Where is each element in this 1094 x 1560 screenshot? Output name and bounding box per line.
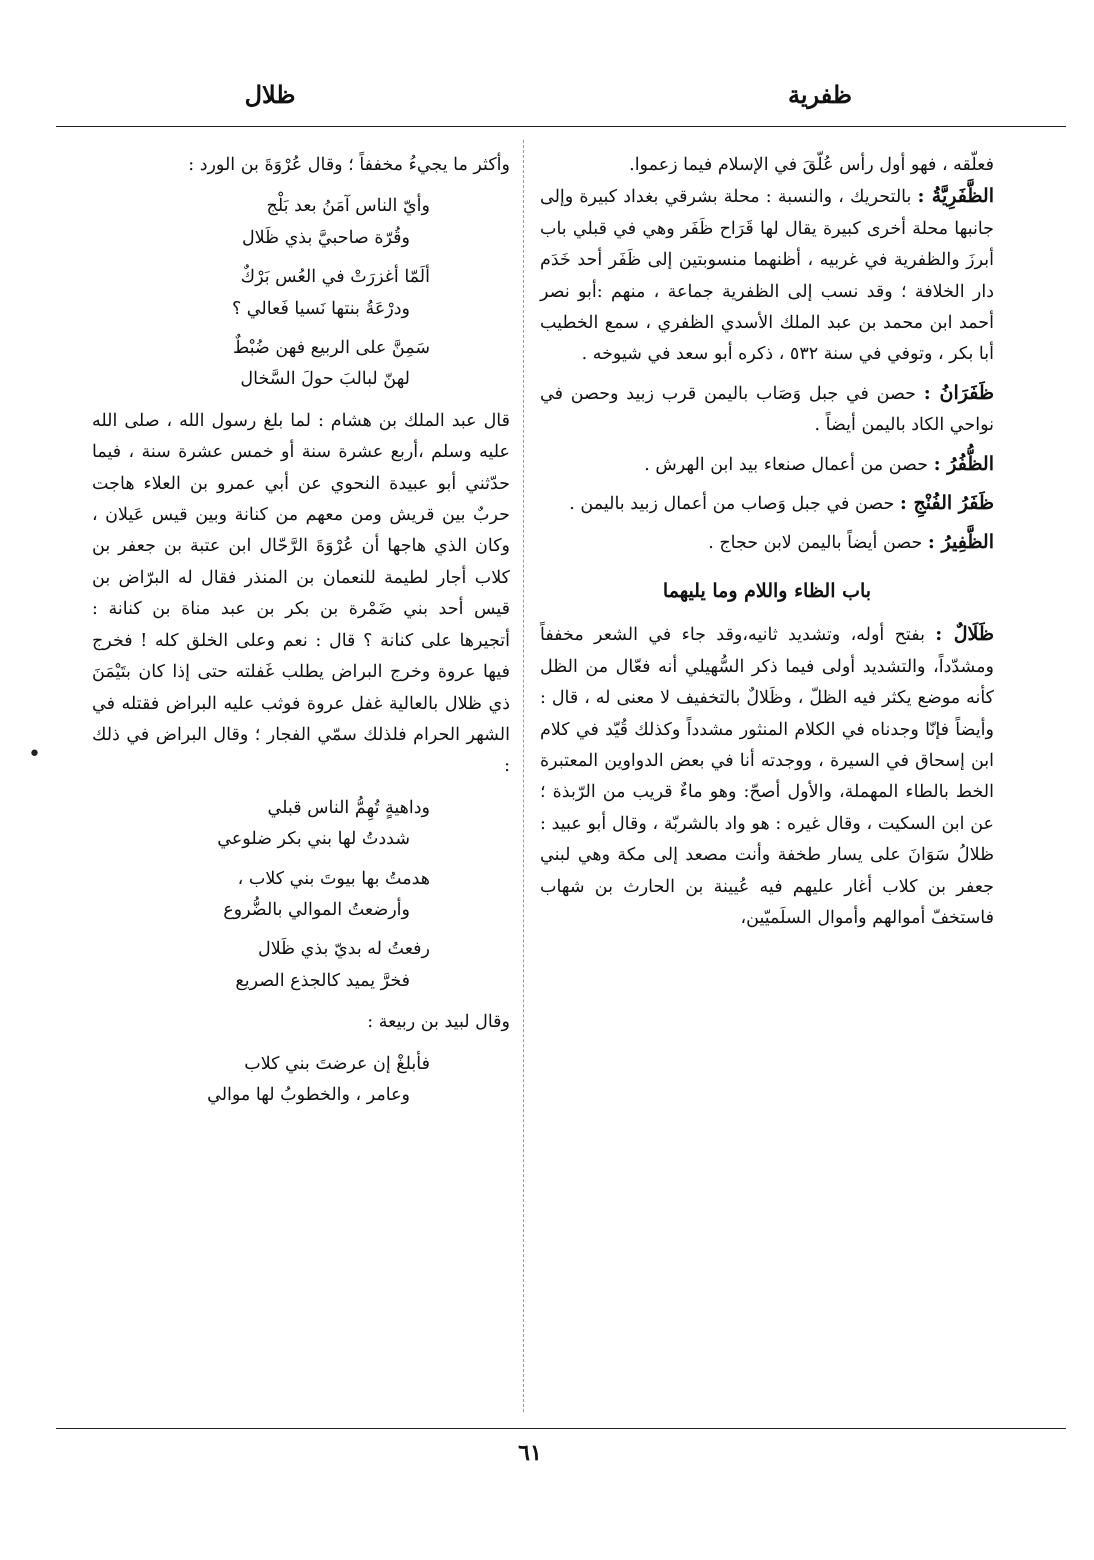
margin-mark: • [28,742,41,767]
entry-zafir [540,527,994,559]
verse-line-1: ألَمّا أغزرَتْ في العُس بَرْكٌ [240,267,430,288]
verse [92,793,510,856]
verse-line-2: وعامر ، والخطوبُ لها موالي [207,1084,410,1105]
entry-text: حصن في جبل وَصَاب باليمن قرب زبيد وحصن في نواحي الكاد باليمن أيضاً . [540,383,994,436]
verse-line-1: هدمتُ بها بيوتَ بني كلاب ، [237,868,430,889]
entry-zafar-alfunj [540,488,994,520]
entry-text: بالتحريك ، والنسبة : محلة بشرقي بغداد كبيرة وإلى جانبها محلة أخرى كبيرة يقال لها قَرَاح ظَفَر وهي في قبلي باب أبرزَ والظفرية في غربيه ، أظنهما منسوبتين إلى ظَفَر أحد خَدَم دار الخلافة ؛ وقد نسب إلى الظفرية جماعة ، منهم :أبو نصر أحمد ابن محمد بن عبد الملك الأسدي الظفري ، سمع الخطيب أبا بكر ، وتوفي في سنة ٥٣٢ ، ذكره أبو سعد في شيوخه . [540,187,994,365]
verse [92,1049,510,1112]
poem-urwa [92,191,510,395]
entry-zafariyya [540,181,994,370]
verse [92,191,510,254]
entry-zafaran [540,378,994,442]
left-intro-labid: وقال لبيد بن ربيعة : [367,1012,510,1033]
bottom-rule [56,1428,1066,1429]
verse-line-2: ودرْعَةُ بنتها نَسيا فَعالي ؟ [231,298,410,319]
entry-text: حصن في جبل وَصاب من أعمال زبيد باليمن . [569,494,895,515]
entry-headword: ظَلَالٌ : [935,623,994,646]
entry-headword: ظَفَرَانُ : [923,381,994,404]
poem-labid [92,1049,510,1112]
verse-line-1: وأيّ الناس آمَنُ بعد بَلْج [266,196,430,217]
right-column [540,150,994,941]
verse [92,864,510,927]
left-intro: وأكثر ما يجيءُ مخففاً ؛ وقال عُرْوَةَ بن الورد : [188,155,510,175]
entry-headword: الظَّفِيرُ : [927,531,994,554]
verse-line-1: وداهيةٍ تُهِمُّ الناس قبلي [267,797,430,818]
verse [92,934,510,997]
verse-line-1: سَمِنَّ على الربيع فهن ضُبْطٌ [233,338,430,359]
right-intro: فعلّقه ، فهو أول رأس عُلّقَ في الإسلام فيما زعموا. [629,155,994,175]
verse-line-2: وقُرّة صاحبيَّ بذي ظَلال [241,227,410,248]
column-divider [523,140,524,1412]
verse-line-2: وأرضعتُ الموالي بالضُّروع [223,899,410,920]
left-column [92,150,510,1121]
page-number: ٦١ [518,1440,542,1466]
entry-zufur [540,449,994,481]
entry-headword: الظُّفُرُ : [933,452,994,475]
poem-barrad [92,793,510,997]
left-prose: قال عبد الملك بن هشام : لما بلغ رسول الله ، صلى الله عليه وسلم ،أربع عشرة سنة أو خمس عشرة سنة ، فيما حدّثني أبو عبيدة النحوي عن أبي عمرو بن العلاء هاجت حربٌ بين قريش ومن معهم من كنانة وبين قيس عَيلان ، وكان الذي هاجها أن عُرْوَةَ الرَّحّال ابن عتبة بن جعفر بن كلاب أجار لطيمة للنعمان بن المنذر فقال له البرّاض بن قيس أحد بني ضَمْرة بن بكر بن عبد مناة بن كنانة : أتجيرها على كنانة ؟ قال : نعم وعلى الخلق كله ! فخرج فيها عروة وخرج البراض يطلب غَفلته حتى إذا كان بتَيْمَنَ ذي ظلال بالعالية غفل عروة فوثب عليه البراض فقتله في الشهر الحرام فلذلك سمّي الفجار ؛ وقال البراض في ذلك : [92,410,510,777]
header-left: ظلال [244,80,296,109]
entry-text: حصن من أعمال صنعاء بيد ابن الهرش . [644,454,929,475]
verse-line-1: فأبلغْ إن عرضتَ بني كلاب [244,1053,430,1074]
entry-text: حصن أيضاً باليمن لابن حجاج . [708,533,923,554]
entry-text: بفتح أوله، وتشديد ثانيه،وقد جاء في الشعر مخففاً ومشدّداً، والتشديد أولى فيما ذكر السُّهيلي أنه فعّال من الظل كأنه موضع يكثر فيه الظلّ ، وظَلالٌ بالتخفيف لا معنى له ، قال : وأيضاً فإنّا وجدناه في الكلام المنثور مشدداً وكذلك قُيّد في كلام ابن إسحاق في السيرة ، ووجدته أنا في بعض الدواوين المعتبرة الخط بالطاء المهملة، والأول أصحّ: وهو ماءٌ قريب من الرّبذة ؛ عن ابن السكيت ، وقال غيره : هو واد بالشربّة ، وقال أبو عبيد : ظلالُ سَوَانَ على يسار طخفة وأنت مصعد إلى مكة وهي لبني جعفر بن كلاب أغار عليهم فيه عُيينة بن الحارث بن شهاب فاستخفّ أموالهم وأموال السلَميّين، [540,625,994,928]
section-heading: باب الظاء واللام وما يليهما [662,579,872,602]
top-rule [56,126,1066,127]
verse [92,333,510,396]
verse [92,262,510,325]
verse-line-2: لهنّ لبالبَ حولَ السَّخال [240,369,410,390]
entry-headword: ظَفَرُ الفُنْجِ : [899,492,994,515]
verse-line-2: فخرَّ يميد كالجذع الصريع [235,970,410,991]
verse-line-2: شددتُ لها بني بكر ضلوعي [217,829,410,850]
header-right: ظفرية [787,80,853,109]
entry-headword: الظَّفَرِيَّةُ : [917,185,994,208]
entry-zalal [540,619,994,934]
verse-line-1: رفعتُ له بديّ بذي ظَلال [257,939,430,960]
